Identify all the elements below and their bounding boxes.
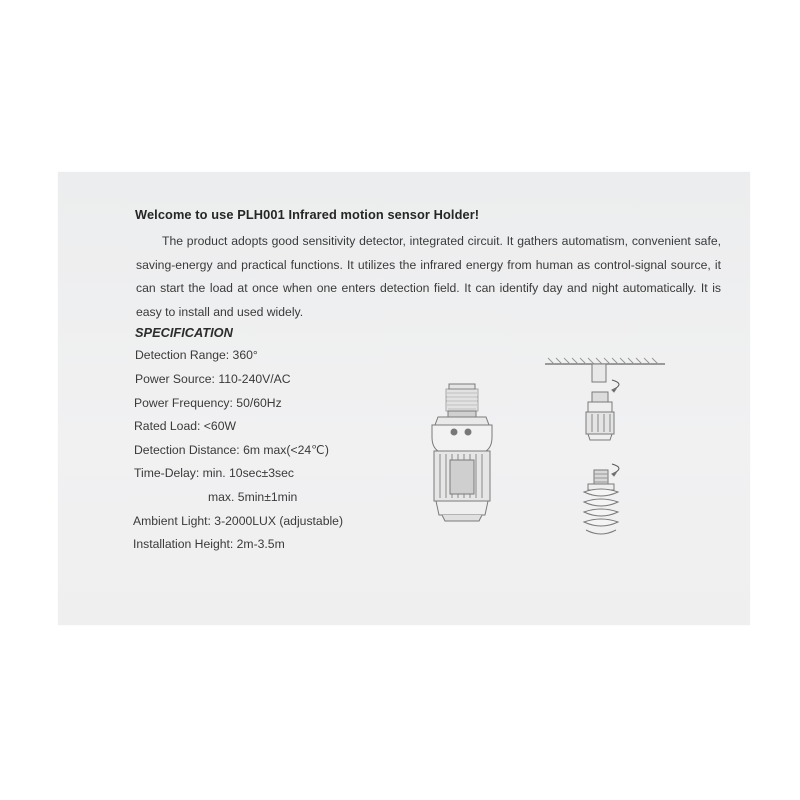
sensor-holder-illustration	[412, 378, 512, 526]
spec-time-delay-max: max. 5min±1min	[208, 490, 298, 504]
spec-rated-load: Rated Load: <60W	[134, 419, 236, 433]
intro-text: The product adopts good sensitivity detector, integrated circuit. It gathers automatism, convenient safe, saving-energy and practical functions. It utilizes the infrared energy from human as control-signal source, it can start the load at once when one enters detection field. It can identify day and night automatically. It is easy to install and used widely.	[136, 234, 721, 319]
installation-diagram	[540, 350, 670, 550]
spec-power-frequency: Power Frequency: 50/60Hz	[134, 396, 282, 410]
spec-detection-distance: Detection Distance: 6m max(<24℃)	[134, 443, 329, 457]
specification-heading: SPECIFICATION	[135, 325, 233, 340]
spec-detection-range: Detection Range: 360°	[135, 348, 258, 362]
intro-paragraph	[136, 230, 721, 324]
spec-ambient-light: Ambient Light: 3-2000LUX (adjustable)	[133, 514, 344, 528]
spec-power-source: Power Source: 110-240V/AC	[135, 372, 291, 386]
spec-installation-height: Installation Height: 2m-3.5m	[133, 537, 285, 551]
document-title: Welcome to use PLH001 Infrared motion sensor Holder!	[135, 207, 480, 222]
spec-time-delay-min: Time-Delay: min. 10sec±3sec	[134, 466, 294, 480]
